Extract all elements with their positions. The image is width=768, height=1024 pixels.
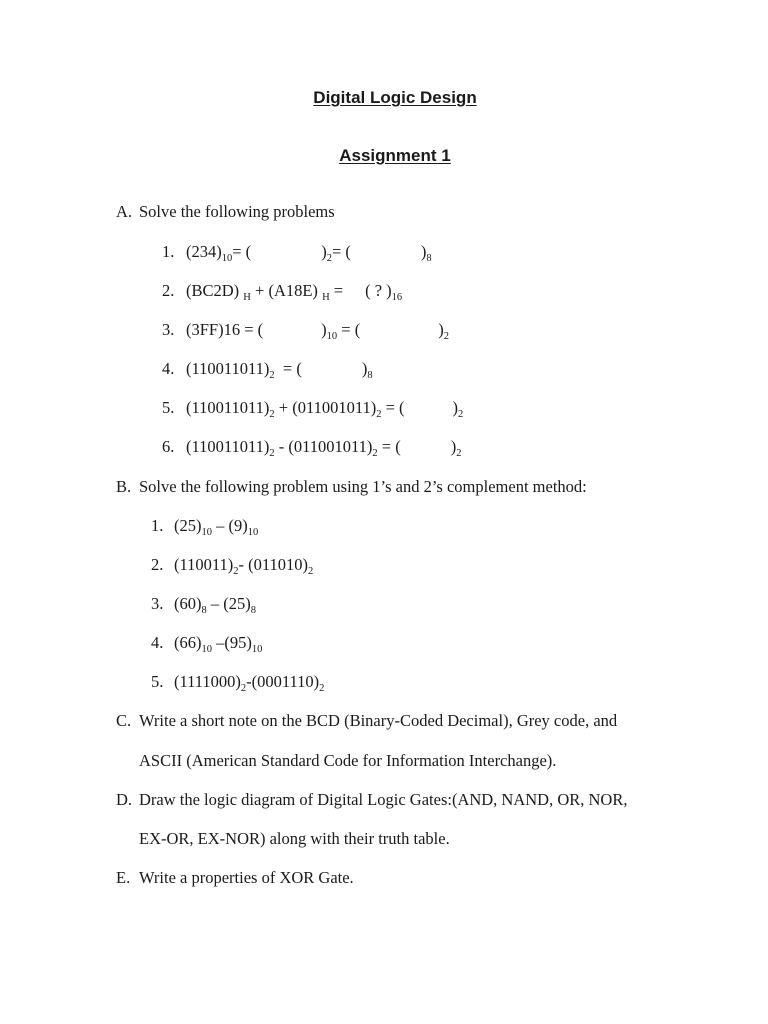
section-c-line-1: Write a short note on the BCD (Binary-Coded Decimal), Grey code, and bbox=[139, 711, 618, 730]
section-c-line-2: ASCII (American Standard Code for Information Interchange). bbox=[139, 751, 557, 770]
a-item-4-number: 4. bbox=[162, 359, 175, 378]
b-item-4-expression: $(66)_{10}$ $-(95)_{10}$ bbox=[174, 633, 263, 655]
section-d-label: D. bbox=[116, 790, 133, 809]
a-item-4-expression: $(110011011)_2$ = ( )$_8$ bbox=[186, 359, 373, 381]
a-item-2-expression: (BC2D) $_H$ + (A18E) $_H$ = ( ? )$_{16}$ bbox=[186, 281, 403, 303]
b-item-3-expression: $(60)_8 - (25)_8$ bbox=[174, 594, 256, 616]
section-b-label: B. bbox=[116, 477, 132, 496]
section-e-label: E. bbox=[116, 868, 131, 887]
b-item-5-expression: $(1111000)_2-(0001110)_2$ bbox=[174, 672, 325, 694]
b-item-3-number: 3. bbox=[151, 594, 164, 613]
section-e-text: Write a properties of XOR Gate. bbox=[139, 868, 354, 887]
a-item-2-number: 2. bbox=[162, 281, 175, 300]
a-item-5-expression: $(110011011)_2 + (011001011)_2$ = ( )$_2$ bbox=[186, 398, 464, 420]
a-item-1-expression: $(234)_{10}=$ ( )$_2=$ ( )$_8$ bbox=[186, 242, 432, 264]
section-a-text: Solve the following problems bbox=[139, 202, 335, 221]
section-d-line-1: Draw the logic diagram of Digital Logic Gates:(AND, NAND, OR, NOR, bbox=[139, 790, 628, 809]
b-item-1-number: 1. bbox=[151, 516, 164, 535]
assignment-heading: Assignment 1 bbox=[339, 146, 451, 165]
a-item-3-number: 3. bbox=[162, 320, 175, 339]
a-item-6-expression: $(110011011)_2 - (011001011)_2$ = ( )$_2$ bbox=[186, 437, 462, 459]
a-item-5-number: 5. bbox=[162, 398, 175, 417]
section-a-label: A. bbox=[116, 202, 133, 221]
section-c-label: C. bbox=[116, 711, 132, 730]
a-item-6-number: 6. bbox=[162, 437, 175, 456]
b-item-1-expression: $(25)_{10} - (9)_{10}$ bbox=[174, 516, 259, 538]
b-item-4-number: 4. bbox=[151, 633, 164, 652]
section-b-text: Solve the following problem using 1’s and 2’s complement method: bbox=[139, 477, 587, 496]
a-item-3-expression: (3FF)16 = ( )$_{10}$ = ( )$_2$ bbox=[186, 320, 449, 342]
a-item-1-number: 1. bbox=[162, 242, 175, 261]
b-item-5-number: 5. bbox=[151, 672, 164, 691]
section-d-line-2: EX-OR, EX-NOR) along with their truth table. bbox=[139, 829, 450, 848]
b-item-2-number: 2. bbox=[151, 555, 164, 574]
document-title: Digital Logic Design bbox=[313, 88, 477, 107]
b-item-2-expression: $(110011)_2-$ $(011010)_2$ bbox=[174, 555, 314, 577]
